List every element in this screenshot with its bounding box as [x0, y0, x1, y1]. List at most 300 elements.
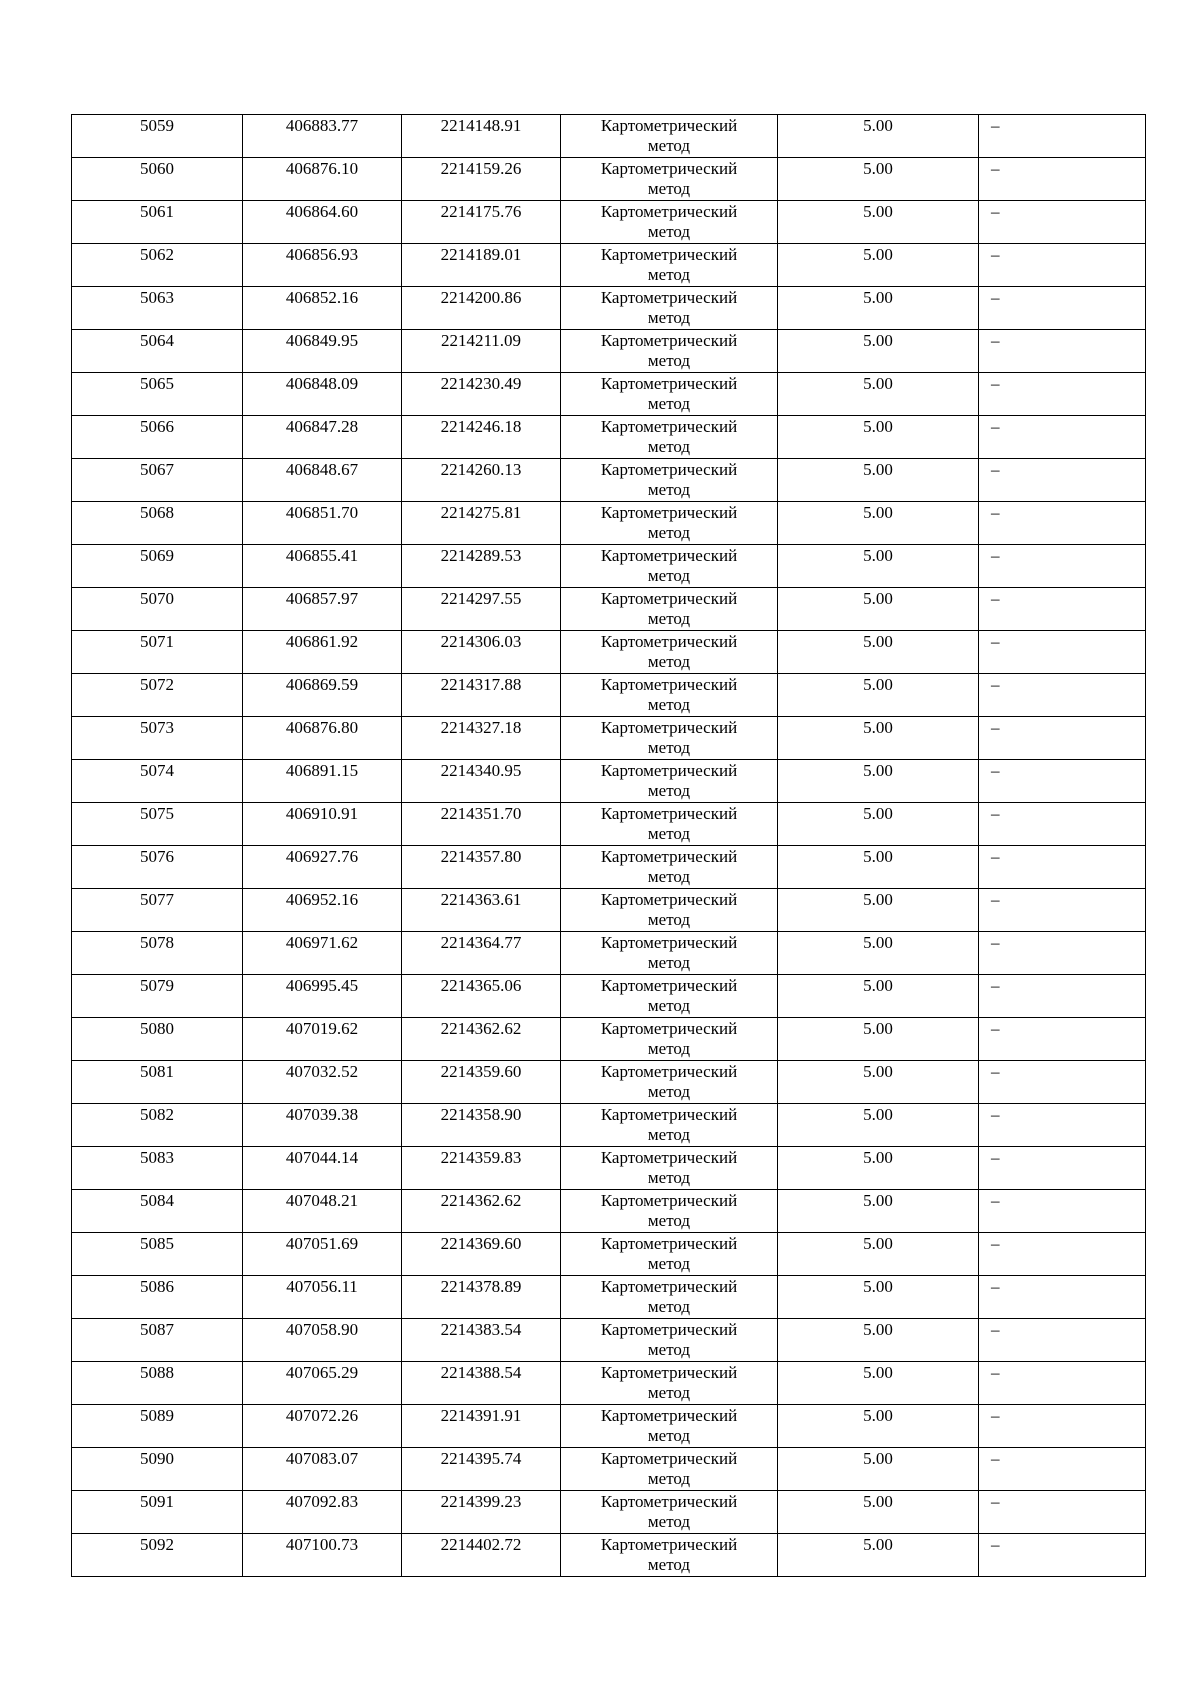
table-row	[72, 803, 1146, 846]
note-cell	[979, 1061, 1146, 1104]
x-coordinate-cell	[243, 1233, 402, 1276]
x-coordinate-cell-text: 407048.21	[285, 1191, 359, 1210]
accuracy-cell-text: 5.00	[863, 331, 893, 350]
y-coordinate-cell-text: 2214246.18	[440, 417, 522, 436]
x-coordinate-cell-text: 406864.60	[285, 202, 359, 221]
method-line-1: Картометрический	[600, 1148, 738, 1167]
x-coordinate-cell	[243, 717, 402, 760]
table-row	[72, 932, 1146, 975]
method-line-2: метод	[647, 953, 691, 972]
accuracy-cell-text: 5.00	[863, 847, 893, 866]
y-coordinate-cell	[402, 502, 561, 545]
point-number-cell	[72, 373, 243, 416]
point-number-cell	[72, 416, 243, 459]
x-coordinate-cell-text: 407083.07	[285, 1449, 359, 1468]
method-cell	[561, 889, 778, 932]
note-cell-text: –	[991, 1191, 1000, 1210]
x-coordinate-cell	[243, 287, 402, 330]
method-cell	[561, 330, 778, 373]
y-coordinate-cell	[402, 803, 561, 846]
note-cell	[979, 115, 1146, 158]
point-number-cell	[72, 201, 243, 244]
note-cell	[979, 717, 1146, 760]
x-coordinate-cell-text: 406883.77	[285, 116, 359, 135]
y-coordinate-cell-text: 2214317.88	[440, 675, 522, 694]
x-coordinate-cell	[243, 201, 402, 244]
note-cell-text: –	[991, 116, 1000, 135]
accuracy-cell-text: 5.00	[863, 374, 893, 393]
method-text	[561, 717, 777, 758]
y-coordinate-cell	[402, 1319, 561, 1362]
x-coordinate-cell-text: 407072.26	[285, 1406, 359, 1425]
point-number-cell-text: 5091	[140, 1492, 174, 1511]
accuracy-cell	[778, 1448, 979, 1491]
x-coordinate-cell	[243, 1491, 402, 1534]
accuracy-cell-text: 5.00	[863, 890, 893, 909]
x-coordinate-cell-text: 406891.15	[285, 761, 359, 780]
method-text	[561, 846, 777, 887]
method-text	[561, 1276, 777, 1317]
method-cell	[561, 846, 778, 889]
method-line-1: Картометрический	[600, 1535, 738, 1554]
y-coordinate-cell	[402, 1448, 561, 1491]
method-line-2: метод	[647, 695, 691, 714]
point-number-cell-text: 5069	[140, 546, 174, 565]
y-coordinate-cell	[402, 545, 561, 588]
x-coordinate-cell-text: 407092.83	[285, 1492, 359, 1511]
method-text	[561, 975, 777, 1016]
x-coordinate-cell-text: 406995.45	[285, 976, 359, 995]
table-row	[72, 975, 1146, 1018]
method-line-1: Картометрический	[600, 1449, 738, 1468]
accuracy-cell	[778, 1061, 979, 1104]
note-cell-text: –	[991, 159, 1000, 178]
accuracy-cell-text: 5.00	[863, 1449, 893, 1468]
method-text	[561, 416, 777, 457]
method-line-2: метод	[647, 394, 691, 413]
method-line-2: метод	[647, 566, 691, 585]
method-line-1: Картометрический	[600, 331, 738, 350]
method-line-2: метод	[647, 1254, 691, 1273]
method-text	[561, 803, 777, 844]
point-number-cell-text: 5090	[140, 1449, 174, 1468]
method-line-2: метод	[647, 1512, 691, 1531]
method-line-1: Картометрический	[600, 976, 738, 995]
note-cell	[979, 244, 1146, 287]
point-number-cell	[72, 1534, 243, 1577]
point-number-cell-text: 5062	[140, 245, 174, 264]
x-coordinate-cell-text: 406952.16	[285, 890, 359, 909]
table-row	[72, 201, 1146, 244]
point-number-cell-text: 5075	[140, 804, 174, 823]
x-coordinate-cell	[243, 588, 402, 631]
note-cell-text: –	[991, 245, 1000, 264]
method-cell	[561, 373, 778, 416]
method-text	[561, 115, 777, 156]
y-coordinate-cell	[402, 846, 561, 889]
x-coordinate-cell-text: 406848.67	[285, 460, 359, 479]
table-row	[72, 1405, 1146, 1448]
accuracy-cell	[778, 846, 979, 889]
accuracy-cell	[778, 287, 979, 330]
method-cell	[561, 502, 778, 545]
y-coordinate-cell-text: 2214365.06	[440, 976, 522, 995]
y-coordinate-cell-text: 2214357.80	[440, 847, 522, 866]
x-coordinate-cell-text: 406876.80	[285, 718, 359, 737]
x-coordinate-cell	[243, 502, 402, 545]
accuracy-cell	[778, 502, 979, 545]
accuracy-cell-text: 5.00	[863, 1148, 893, 1167]
y-coordinate-cell-text: 2214399.23	[440, 1492, 522, 1511]
accuracy-cell	[778, 631, 979, 674]
x-coordinate-cell-text: 406857.97	[285, 589, 359, 608]
note-cell-text: –	[991, 804, 1000, 823]
table-row	[72, 1147, 1146, 1190]
method-cell	[561, 1147, 778, 1190]
method-line-1: Картометрический	[600, 718, 738, 737]
x-coordinate-cell	[243, 115, 402, 158]
accuracy-cell	[778, 1147, 979, 1190]
accuracy-cell-text: 5.00	[863, 1363, 893, 1382]
note-cell	[979, 1190, 1146, 1233]
point-number-cell	[72, 158, 243, 201]
accuracy-cell	[778, 1405, 979, 1448]
method-line-1: Картометрический	[600, 460, 738, 479]
y-coordinate-cell-text: 2214388.54	[440, 1363, 522, 1382]
note-cell	[979, 975, 1146, 1018]
table-row	[72, 1104, 1146, 1147]
method-line-1: Картометрический	[600, 933, 738, 952]
table-row	[72, 545, 1146, 588]
accuracy-cell	[778, 803, 979, 846]
table-row	[72, 244, 1146, 287]
table-row	[72, 287, 1146, 330]
y-coordinate-cell-text: 2214200.86	[440, 288, 522, 307]
point-number-cell	[72, 244, 243, 287]
method-line-1: Картометрический	[600, 632, 738, 651]
y-coordinate-cell	[402, 1147, 561, 1190]
method-text	[561, 373, 777, 414]
method-cell	[561, 1018, 778, 1061]
coordinates-table	[71, 114, 1146, 1577]
accuracy-cell	[778, 760, 979, 803]
x-coordinate-cell	[243, 1362, 402, 1405]
method-cell	[561, 1534, 778, 1577]
method-line-2: метод	[647, 265, 691, 284]
accuracy-cell	[778, 588, 979, 631]
method-line-1: Картометрический	[600, 1191, 738, 1210]
note-cell	[979, 1018, 1146, 1061]
method-cell	[561, 803, 778, 846]
accuracy-cell	[778, 1362, 979, 1405]
method-cell	[561, 287, 778, 330]
note-cell-text: –	[991, 761, 1000, 780]
x-coordinate-cell	[243, 631, 402, 674]
accuracy-cell-text: 5.00	[863, 804, 893, 823]
point-number-cell-text: 5092	[140, 1535, 174, 1554]
note-cell-text: –	[991, 1062, 1000, 1081]
method-line-1: Картометрический	[600, 503, 738, 522]
note-cell	[979, 1405, 1146, 1448]
point-number-cell-text: 5070	[140, 589, 174, 608]
accuracy-cell-text: 5.00	[863, 1062, 893, 1081]
point-number-cell-text: 5074	[140, 761, 174, 780]
method-text	[561, 1018, 777, 1059]
method-line-2: метод	[647, 824, 691, 843]
y-coordinate-cell-text: 2214148.91	[440, 116, 522, 135]
x-coordinate-cell	[243, 1061, 402, 1104]
note-cell	[979, 158, 1146, 201]
y-coordinate-cell	[402, 1534, 561, 1577]
x-coordinate-cell-text: 407039.38	[285, 1105, 359, 1124]
accuracy-cell	[778, 1233, 979, 1276]
method-line-2: метод	[647, 1039, 691, 1058]
accuracy-cell-text: 5.00	[863, 761, 893, 780]
note-cell	[979, 1319, 1146, 1362]
accuracy-cell-text: 5.00	[863, 245, 893, 264]
note-cell	[979, 1233, 1146, 1276]
note-cell-text: –	[991, 847, 1000, 866]
x-coordinate-cell-text: 407100.73	[285, 1535, 359, 1554]
x-coordinate-cell-text: 406851.70	[285, 503, 359, 522]
method-cell	[561, 244, 778, 287]
method-line-1: Картометрический	[600, 245, 738, 264]
point-number-cell	[72, 803, 243, 846]
y-coordinate-cell	[402, 416, 561, 459]
y-coordinate-cell-text: 2214175.76	[440, 202, 522, 221]
method-text	[561, 244, 777, 285]
y-coordinate-cell-text: 2214275.81	[440, 503, 522, 522]
accuracy-cell	[778, 330, 979, 373]
note-cell-text: –	[991, 976, 1000, 995]
table-row	[72, 1018, 1146, 1061]
method-line-2: метод	[647, 1082, 691, 1101]
point-number-cell	[72, 1362, 243, 1405]
note-cell	[979, 201, 1146, 244]
y-coordinate-cell	[402, 631, 561, 674]
accuracy-cell	[778, 1104, 979, 1147]
method-cell	[561, 1362, 778, 1405]
note-cell	[979, 803, 1146, 846]
x-coordinate-cell	[243, 889, 402, 932]
point-number-cell	[72, 975, 243, 1018]
y-coordinate-cell-text: 2214383.54	[440, 1320, 522, 1339]
x-coordinate-cell	[243, 545, 402, 588]
y-coordinate-cell	[402, 287, 561, 330]
y-coordinate-cell-text: 2214230.49	[440, 374, 522, 393]
method-text	[561, 1319, 777, 1360]
point-number-cell	[72, 1061, 243, 1104]
y-coordinate-cell-text: 2214364.77	[440, 933, 522, 952]
method-line-2: метод	[647, 136, 691, 155]
accuracy-cell-text: 5.00	[863, 460, 893, 479]
x-coordinate-cell	[243, 244, 402, 287]
table-row	[72, 158, 1146, 201]
method-cell	[561, 674, 778, 717]
accuracy-cell-text: 5.00	[863, 1492, 893, 1511]
x-coordinate-cell-text: 406910.91	[285, 804, 359, 823]
x-coordinate-cell-text: 407051.69	[285, 1234, 359, 1253]
point-number-cell	[72, 889, 243, 932]
method-line-1: Картометрический	[600, 1363, 738, 1382]
point-number-cell	[72, 631, 243, 674]
note-cell-text: –	[991, 503, 1000, 522]
accuracy-cell	[778, 416, 979, 459]
y-coordinate-cell-text: 2214378.89	[440, 1277, 522, 1296]
note-cell-text: –	[991, 1320, 1000, 1339]
method-line-2: метод	[647, 652, 691, 671]
x-coordinate-cell	[243, 459, 402, 502]
point-number-cell	[72, 1190, 243, 1233]
method-text	[561, 674, 777, 715]
y-coordinate-cell-text: 2214189.01	[440, 245, 522, 264]
accuracy-cell-text: 5.00	[863, 202, 893, 221]
x-coordinate-cell-text: 406848.09	[285, 374, 359, 393]
method-line-1: Картометрический	[600, 589, 738, 608]
y-coordinate-cell-text: 2214359.60	[440, 1062, 522, 1081]
x-coordinate-cell	[243, 803, 402, 846]
point-number-cell-text: 5083	[140, 1148, 174, 1167]
method-line-2: метод	[647, 1383, 691, 1402]
x-coordinate-cell	[243, 1104, 402, 1147]
y-coordinate-cell-text: 2214340.95	[440, 761, 522, 780]
table-row	[72, 674, 1146, 717]
point-number-cell-text: 5084	[140, 1191, 174, 1210]
method-line-1: Картометрический	[600, 1105, 738, 1124]
note-cell	[979, 1276, 1146, 1319]
accuracy-cell	[778, 1276, 979, 1319]
method-line-2: метод	[647, 996, 691, 1015]
method-line-1: Картометрический	[600, 761, 738, 780]
method-line-1: Картометрический	[600, 1492, 738, 1511]
point-number-cell	[72, 502, 243, 545]
y-coordinate-cell	[402, 1276, 561, 1319]
x-coordinate-cell-text: 406849.95	[285, 331, 359, 350]
method-line-1: Картометрический	[600, 675, 738, 694]
method-line-1: Картометрический	[600, 1406, 738, 1425]
note-cell-text: –	[991, 288, 1000, 307]
method-line-2: метод	[647, 437, 691, 456]
point-number-cell	[72, 1233, 243, 1276]
y-coordinate-cell-text: 2214362.62	[440, 1019, 522, 1038]
point-number-cell	[72, 1018, 243, 1061]
point-number-cell	[72, 717, 243, 760]
x-coordinate-cell	[243, 932, 402, 975]
point-number-cell	[72, 287, 243, 330]
point-number-cell	[72, 1319, 243, 1362]
x-coordinate-cell-text: 407032.52	[285, 1062, 359, 1081]
accuracy-cell-text: 5.00	[863, 546, 893, 565]
method-line-2: метод	[647, 1297, 691, 1316]
point-number-cell-text: 5073	[140, 718, 174, 737]
note-cell-text: –	[991, 718, 1000, 737]
x-coordinate-cell	[243, 975, 402, 1018]
table-row	[72, 1319, 1146, 1362]
table-row	[72, 1276, 1146, 1319]
y-coordinate-cell	[402, 1405, 561, 1448]
point-number-cell	[72, 846, 243, 889]
accuracy-cell	[778, 674, 979, 717]
accuracy-cell-text: 5.00	[863, 1019, 893, 1038]
method-cell	[561, 1233, 778, 1276]
table-row	[72, 717, 1146, 760]
y-coordinate-cell	[402, 201, 561, 244]
table-row	[72, 846, 1146, 889]
accuracy-cell-text: 5.00	[863, 503, 893, 522]
note-cell	[979, 631, 1146, 674]
x-coordinate-cell-text: 407058.90	[285, 1320, 359, 1339]
accuracy-cell-text: 5.00	[863, 417, 893, 436]
point-number-cell-text: 5085	[140, 1234, 174, 1253]
accuracy-cell-text: 5.00	[863, 1234, 893, 1253]
method-line-1: Картометрический	[600, 116, 738, 135]
method-line-2: метод	[647, 1469, 691, 1488]
method-text	[561, 1147, 777, 1188]
accuracy-cell	[778, 975, 979, 1018]
note-cell	[979, 1362, 1146, 1405]
x-coordinate-cell-text: 406876.10	[285, 159, 359, 178]
table-row	[72, 1061, 1146, 1104]
y-coordinate-cell	[402, 373, 561, 416]
x-coordinate-cell-text: 406856.93	[285, 245, 359, 264]
note-cell-text: –	[991, 417, 1000, 436]
point-number-cell-text: 5082	[140, 1105, 174, 1124]
x-coordinate-cell	[243, 1319, 402, 1362]
method-line-1: Картометрический	[600, 1277, 738, 1296]
y-coordinate-cell-text: 2214351.70	[440, 804, 522, 823]
y-coordinate-cell-text: 2214358.90	[440, 1105, 522, 1124]
method-cell	[561, 975, 778, 1018]
note-cell-text: –	[991, 1148, 1000, 1167]
point-number-cell	[72, 1276, 243, 1319]
method-text	[561, 1448, 777, 1489]
method-line-1: Картометрический	[600, 1234, 738, 1253]
method-line-1: Картометрический	[600, 847, 738, 866]
method-line-2: метод	[647, 1426, 691, 1445]
accuracy-cell	[778, 158, 979, 201]
point-number-cell	[72, 1448, 243, 1491]
accuracy-cell	[778, 932, 979, 975]
note-cell-text: –	[991, 675, 1000, 694]
x-coordinate-cell-text: 407065.29	[285, 1363, 359, 1382]
accuracy-cell	[778, 1491, 979, 1534]
note-cell-text: –	[991, 460, 1000, 479]
note-cell	[979, 674, 1146, 717]
accuracy-cell-text: 5.00	[863, 288, 893, 307]
method-cell	[561, 932, 778, 975]
method-cell	[561, 717, 778, 760]
y-coordinate-cell-text: 2214395.74	[440, 1449, 522, 1468]
accuracy-cell	[778, 889, 979, 932]
point-number-cell	[72, 115, 243, 158]
table-row	[72, 588, 1146, 631]
note-cell	[979, 330, 1146, 373]
note-cell-text: –	[991, 331, 1000, 350]
note-cell-text: –	[991, 890, 1000, 909]
y-coordinate-cell	[402, 975, 561, 1018]
table-row	[72, 1190, 1146, 1233]
accuracy-cell-text: 5.00	[863, 589, 893, 608]
note-cell-text: –	[991, 1406, 1000, 1425]
method-line-1: Картометрический	[600, 890, 738, 909]
y-coordinate-cell-text: 2214391.91	[440, 1406, 522, 1425]
point-number-cell-text: 5079	[140, 976, 174, 995]
method-cell	[561, 1276, 778, 1319]
y-coordinate-cell-text: 2214369.60	[440, 1234, 522, 1253]
method-line-2: метод	[647, 738, 691, 757]
x-coordinate-cell-text: 407056.11	[286, 1277, 358, 1296]
accuracy-cell-text: 5.00	[863, 632, 893, 651]
